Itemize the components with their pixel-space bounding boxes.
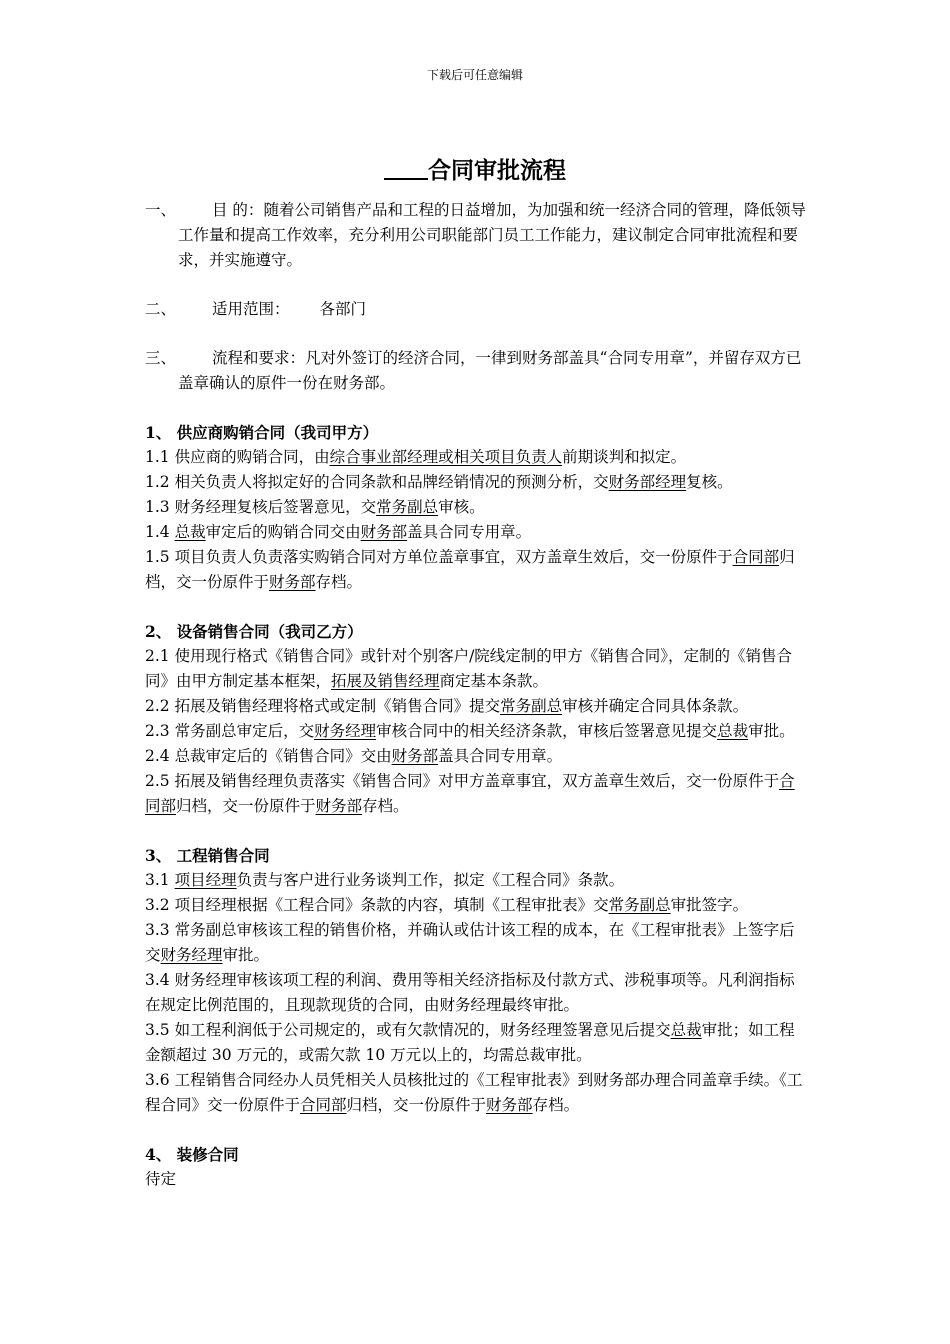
section-label: 流程和要求： <box>212 349 306 367</box>
item-text: 审定后的购销合同交由 <box>205 523 361 541</box>
item-text: 审批；如工程金额超过 30 万元的，或需欠款 10 万元以上的，均需总裁审批。 <box>145 1021 795 1064</box>
item-text: 1.5 项目负责人负责落实购销合同对方单位盖章事宜，双方盖章生效后，交一份原件于 <box>145 548 733 566</box>
underlined-role: 总裁 <box>670 1021 702 1039</box>
item-text: 1.2 相关负责人将拟定好的合同条款和品牌经销情况的预测分析，交 <box>145 473 609 491</box>
item-text: 1.4 <box>145 523 175 541</box>
underlined-role: 财务部 <box>486 1096 533 1114</box>
part-item <box>145 520 810 545</box>
part-heading: 3、 工程销售合同 <box>145 846 270 865</box>
part-item <box>145 445 810 470</box>
part-item <box>145 694 810 719</box>
item-text: 2.2 拓展及销售经理将格式或定制《销售合同》提交 <box>145 697 501 715</box>
underlined-role: 总裁 <box>174 523 206 541</box>
item-text: 2.4 总裁审定后的《销售合同》交由 <box>145 747 392 765</box>
item-text: 盖具合同专用章。 <box>438 747 563 765</box>
item-text: 前期谈判和拟定。 <box>562 448 687 466</box>
item-text: 审核并确定合同具体条款。 <box>562 697 749 715</box>
item-text: 2.3 常务副总审定后，交 <box>145 722 315 740</box>
title-blank <box>384 160 428 180</box>
item-text: 1.1 供应商的购销合同，由 <box>145 448 330 466</box>
section-scope <box>145 297 810 322</box>
underlined-role: 合同部 <box>145 772 795 815</box>
item-text: 2.1 使用现行格式《销售合同》或针对个别客户/院线定制的甲方《销售合同》，定制的《销售合同》由甲方制定基本框架， <box>145 647 793 690</box>
section-text: 随着公司销售产品和工程的日益增加，为加强和统一经济合同的管理，降低领导工作量和提高工作效率，充分利用公司职能部门员工工作能力，建议制定合同审批流程和要求，并实施遵守。 <box>178 201 806 269</box>
part-item <box>145 918 810 968</box>
item-text: 归档，交一份原件于 <box>176 797 316 815</box>
item-text: 存档。 <box>362 797 409 815</box>
item-text: 待定 <box>145 1170 177 1188</box>
item-text: 审批。 <box>748 722 795 740</box>
item-text: 3.1 <box>145 871 175 889</box>
underlined-role: 财务部经理 <box>608 473 687 491</box>
title-text: 合同审批流程 <box>428 157 566 184</box>
section-label: 目 的： <box>212 201 264 219</box>
underlined-role: 合同部 <box>300 1096 347 1114</box>
section-process <box>145 346 810 396</box>
part-item <box>145 968 810 1018</box>
section-number: 三、 <box>145 349 177 367</box>
item-text: 负责与客户进行业务谈判工作，拟定《工程合同》条款。 <box>236 871 625 889</box>
underlined-role: 常务副总 <box>500 697 563 715</box>
document-body <box>145 198 810 1192</box>
part-item <box>145 1068 810 1118</box>
item-text: 存档。 <box>315 573 363 591</box>
part-item <box>145 470 810 495</box>
item-text: 3.4 财务经理审核该项工程的利润、费用等相关经济指标及付款方式、涉税事项等。凡利润指标在规定比例范围的，且现款现货的合同，由财务经理最终审批。 <box>145 971 795 1014</box>
underlined-role: 综合事业部经理或相关项目负责人 <box>329 448 563 466</box>
part-heading: 1、 供应商购销合同（我司甲方） <box>145 423 379 442</box>
item-text: 审核。 <box>438 498 485 516</box>
item-text: 审核合同中的相关经济条款，审核后签署意见提交 <box>376 722 718 740</box>
underlined-role: 财务经理 <box>160 946 223 964</box>
underlined-role: 常务副总 <box>376 498 439 516</box>
page-header: 下载后可任意编辑 <box>426 68 523 82</box>
document-title <box>0 152 950 185</box>
part-item <box>145 719 810 744</box>
item-text: 3.6 工程销售合同经办人员凭相关人员核批过的《工程审批表》到财务部办理合同盖章手续。《工程合同》交一份原件于 <box>145 1071 803 1114</box>
underlined-role: 财务部 <box>315 797 363 815</box>
section-number: 一、 <box>145 201 177 219</box>
section-text: 凡对外签订的经济合同，一律到财务部盖具“合同专用章”，并留存双方已盖章确认的原件一份在财务部。 <box>178 349 802 392</box>
item-text: 3.3 常务副总审核该工程的销售价格，并确认或估计该工程的成本，在《工程审批表》上签字后交 <box>145 921 795 964</box>
item-text: 3.5 如工程利润低于公司规定的，或有欠款情况的，财务经理签署意见后提交 <box>145 1021 671 1039</box>
section-number: 二、 <box>145 300 177 318</box>
underlined-role: 项目经理 <box>174 871 237 889</box>
item-text: 存档。 <box>532 1096 580 1114</box>
item-text: 审批。 <box>222 946 270 964</box>
underlined-role: 总裁 <box>717 722 749 740</box>
underlined-role: 财务部 <box>360 523 408 541</box>
item-text: 1.3 财务经理复核后签署意见，交 <box>145 498 377 516</box>
part-heading: 4、 装修合同 <box>145 1145 239 1164</box>
item-text: 商定基本条款。 <box>439 672 549 690</box>
part-heading: 2、 设备销售合同（我司乙方） <box>145 622 363 641</box>
section-text: 各部门 <box>319 300 367 318</box>
item-text: 归档，交一份原件于 <box>145 548 795 591</box>
section-purpose <box>145 198 810 273</box>
section-label: 适用范围： <box>212 300 290 318</box>
item-text: 复核。 <box>686 473 733 491</box>
underlined-role: 合同部 <box>732 548 780 566</box>
item-text: 2.5 拓展及销售经理负责落实《销售合同》对甲方盖章事宜，双方盖章生效后，交一份原件于 <box>145 772 780 790</box>
part-item <box>145 769 810 819</box>
item-text: 归档，交一份原件于 <box>346 1096 487 1114</box>
part-item <box>145 495 810 520</box>
item-text: 盖具合同专用章。 <box>407 523 532 541</box>
part-item <box>145 1018 810 1068</box>
underlined-role: 拓展及销售经理 <box>331 672 440 690</box>
part-item <box>145 1167 810 1192</box>
item-text: 3.2 项目经理根据《工程合同》条款的内容，填制《工程审批表》交 <box>145 896 609 914</box>
contract-parts <box>145 396 810 1192</box>
underlined-role: 常务副总 <box>608 896 671 914</box>
underlined-role: 财务经理 <box>314 722 377 740</box>
underlined-role: 财务部 <box>391 747 439 765</box>
part-item <box>145 644 810 694</box>
part-item <box>145 545 810 595</box>
part-item <box>145 868 810 893</box>
part-item <box>145 744 810 769</box>
underlined-role: 财务部 <box>269 573 316 591</box>
item-text: 审批签字。 <box>670 896 749 914</box>
part-item <box>145 893 810 918</box>
